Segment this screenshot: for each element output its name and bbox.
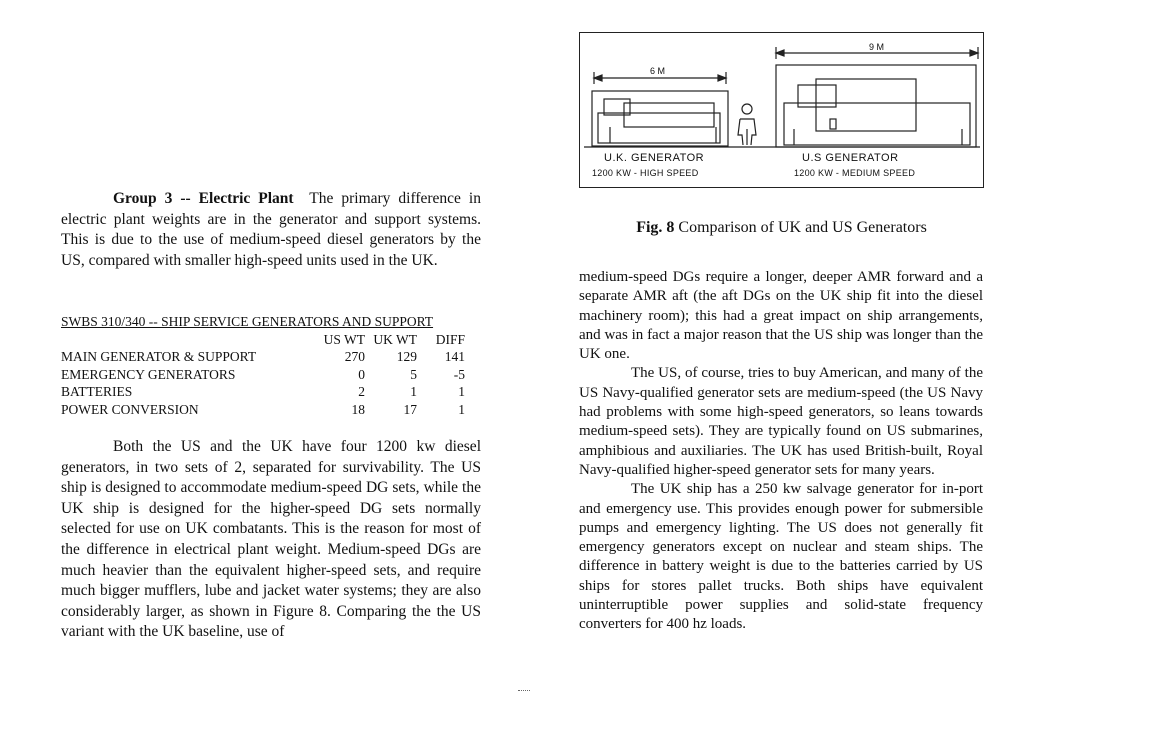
figure-caption-text: Comparison of UK and US Generators: [678, 219, 927, 236]
table-cell: 270: [344, 349, 365, 364]
generator-comparison-paragraph: Both the US and the UK have four 1200 kw diesel generators, in two sets of 2, separated for survivability. The US ship is designed to accommodate medium-speed DG sets, while the UK ship is designed for the higher-speed DG sets normally selected for use on UK combatants. This is the reason for most of the difference in electrical plant weight. Medium-speed DGs are much heavier than the equivalent higher-speed sets, and require much bigger mufflers, lube and jacket water systems; they are also considerably larger, as shown in Figure 8. Comparing the the US variant with the UK baseline, use of: [61, 438, 481, 641]
table-header: DIFF: [435, 331, 465, 347]
table-cell: 141: [444, 349, 465, 364]
table-cell: 2: [358, 384, 365, 399]
table-cell: EMERGENCY GENERATORS: [61, 366, 236, 382]
section-heading: Group 3 -- Electric Plant: [113, 190, 294, 207]
table-cell: -5: [453, 366, 465, 382]
table-row: [61, 366, 465, 384]
table-header: [61, 331, 313, 349]
table-cell: 129: [396, 349, 417, 364]
dimension-uk-label: 6 M: [650, 66, 666, 76]
table-title: SWBS 310/340 -- SHIP SERVICE GENERATORS AND SUPPORT: [61, 314, 434, 329]
table-cell: 0: [358, 366, 365, 382]
uk-generator-label: U.K. GENERATOR: [604, 152, 705, 164]
table-cell: BATTERIES: [61, 384, 133, 399]
table-cell: 17: [403, 401, 417, 417]
table-cell: 1: [458, 401, 465, 417]
figure-number: Fig. 8: [636, 219, 675, 236]
table-cell: 1: [458, 384, 465, 399]
table-cell: MAIN GENERATOR & SUPPORT: [61, 349, 257, 364]
body-paragraph: The US, of course, tries to buy American, and many of the US Navy-qualified generator sets are medium-speed (the US Navy had problems with some high-speed generators, so leans towards medium-speed sets). They are typically found on US submarines, amphibious and auxiliaries. The UK has used British-built, Royal Navy-qualified higher-speed generator sets for many years.: [579, 365, 983, 478]
us-generator-label: U.S GENERATOR: [802, 152, 899, 164]
table-cell: 1: [410, 384, 417, 399]
generator-drawing: [580, 33, 985, 189]
figure-caption: [579, 218, 984, 238]
table-header: US WT: [323, 331, 365, 347]
dimension-us-label: 9 M: [869, 42, 885, 52]
page-mark: [518, 690, 530, 691]
table-cell: 5: [410, 366, 417, 382]
swbs-weight-table: [61, 313, 465, 418]
table-row: [61, 383, 465, 401]
table-cell: 18: [351, 401, 365, 417]
us-generator-spec: 1200 KW - MEDIUM SPEED: [794, 168, 916, 178]
left-column: [61, 189, 481, 271]
body-paragraph: The UK ship has a 250 kw salvage generator for in-port and emergency use. This provides enough power for submersible pumps and emergency lighting. The US does not generally fit emergency generators except on nuclear and steam ships. The difference in battery weight is due to the batteries carried by US ships for stores pallet trucks. Both ships have equivalent uninterruptible power supplies and solid-state frequency converters for 400 hz loads.: [579, 481, 983, 633]
table-header: UK WT: [373, 331, 417, 347]
right-column: [579, 268, 983, 635]
group3-intro-paragraph: [61, 189, 481, 271]
table-row: [61, 401, 465, 419]
uk-generator-spec: 1200 KW - HIGH SPEED: [592, 168, 699, 178]
table-row: [61, 348, 465, 366]
body-paragraph: medium-speed DGs require a longer, deeper AMR forward and a separate AMR aft (the aft DGs on the UK ship fit into the diesel machinery room); this had a great impact on ship arrangements, and was in fact a major reason that the US ship was longer than the UK one.: [579, 269, 983, 363]
table-header-row: [61, 331, 465, 349]
intro-text: The primary difference in electric plant weights are in the generator and support systems. This is due to the use of medium-speed diesel generators by the US, compared with smaller high-speed units used in the UK.: [61, 190, 481, 269]
table-cell: POWER CONVERSION: [61, 401, 199, 417]
generator-comparison-figure: [579, 32, 984, 188]
